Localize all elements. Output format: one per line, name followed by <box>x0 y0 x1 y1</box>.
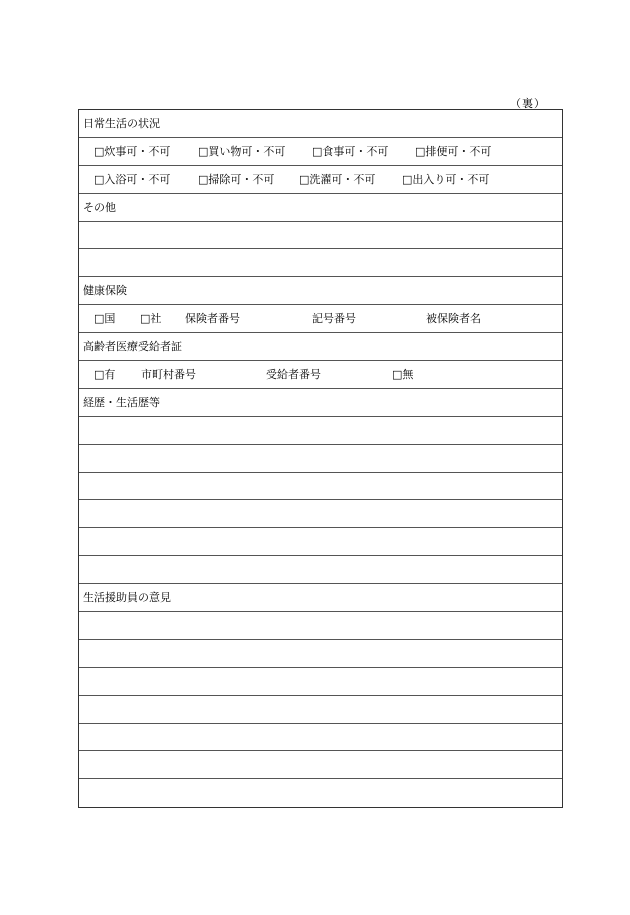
history-line[interactable] <box>79 528 562 556</box>
history-heading: 経歴・生活歴等 <box>79 389 562 417</box>
option-no-certificate[interactable]: □無 <box>392 368 414 382</box>
recipient-number-label: 受給者番号 <box>266 368 321 382</box>
opinion-heading: 生活援助員の意見 <box>79 584 562 612</box>
history-line[interactable] <box>79 417 562 445</box>
opinion-line[interactable] <box>79 724 562 752</box>
option-cleaning[interactable]: □掃除可・不可 <box>198 172 275 186</box>
opinion-line[interactable] <box>79 640 562 668</box>
other-line-2[interactable] <box>79 249 562 277</box>
insurer-number-label: 保険者番号 <box>185 312 240 326</box>
other-heading: その他 <box>79 194 562 222</box>
other-line-1[interactable] <box>79 222 562 250</box>
insurance-row <box>79 305 562 333</box>
option-social-insurance[interactable]: □社 <box>140 312 162 326</box>
elderly-cert-heading: 高齢者医療受給者証 <box>79 333 562 361</box>
daily-life-heading: 日常生活の状況 <box>79 110 562 138</box>
option-has-certificate[interactable]: □有 <box>94 368 116 382</box>
option-national-insurance[interactable]: □国 <box>94 312 116 326</box>
option-going-out[interactable]: □出入り可・不可 <box>402 172 490 186</box>
opinion-line[interactable] <box>79 751 562 779</box>
option-bathing[interactable]: □入浴可・不可 <box>94 172 171 186</box>
elderly-cert-row <box>79 361 562 389</box>
option-cooking[interactable]: □炊事可・不可 <box>94 144 171 158</box>
opinion-line[interactable] <box>79 696 562 724</box>
option-laundry[interactable]: □洗濯可・不可 <box>299 172 376 186</box>
daily-life-row-1 <box>79 138 562 166</box>
history-line[interactable] <box>79 556 562 584</box>
symbol-number-label: 記号番号 <box>312 312 356 326</box>
insured-name-label: 被保険者名 <box>426 312 481 326</box>
option-shopping[interactable]: □買い物可・不可 <box>198 144 286 158</box>
form-table <box>78 109 563 808</box>
history-line[interactable] <box>79 445 562 473</box>
opinion-line[interactable] <box>79 779 562 807</box>
insurance-heading: 健康保険 <box>79 277 562 305</box>
opinion-line[interactable] <box>79 668 562 696</box>
option-toileting[interactable]: □排便可・不可 <box>415 144 492 158</box>
page-side-mark: （裏） <box>510 97 546 110</box>
history-line[interactable] <box>79 473 562 501</box>
opinion-line[interactable] <box>79 612 562 640</box>
history-line[interactable] <box>79 500 562 528</box>
option-eating[interactable]: □食事可・不可 <box>312 144 389 158</box>
daily-life-row-2 <box>79 166 562 194</box>
municipality-number-label: 市町村番号 <box>141 368 196 382</box>
